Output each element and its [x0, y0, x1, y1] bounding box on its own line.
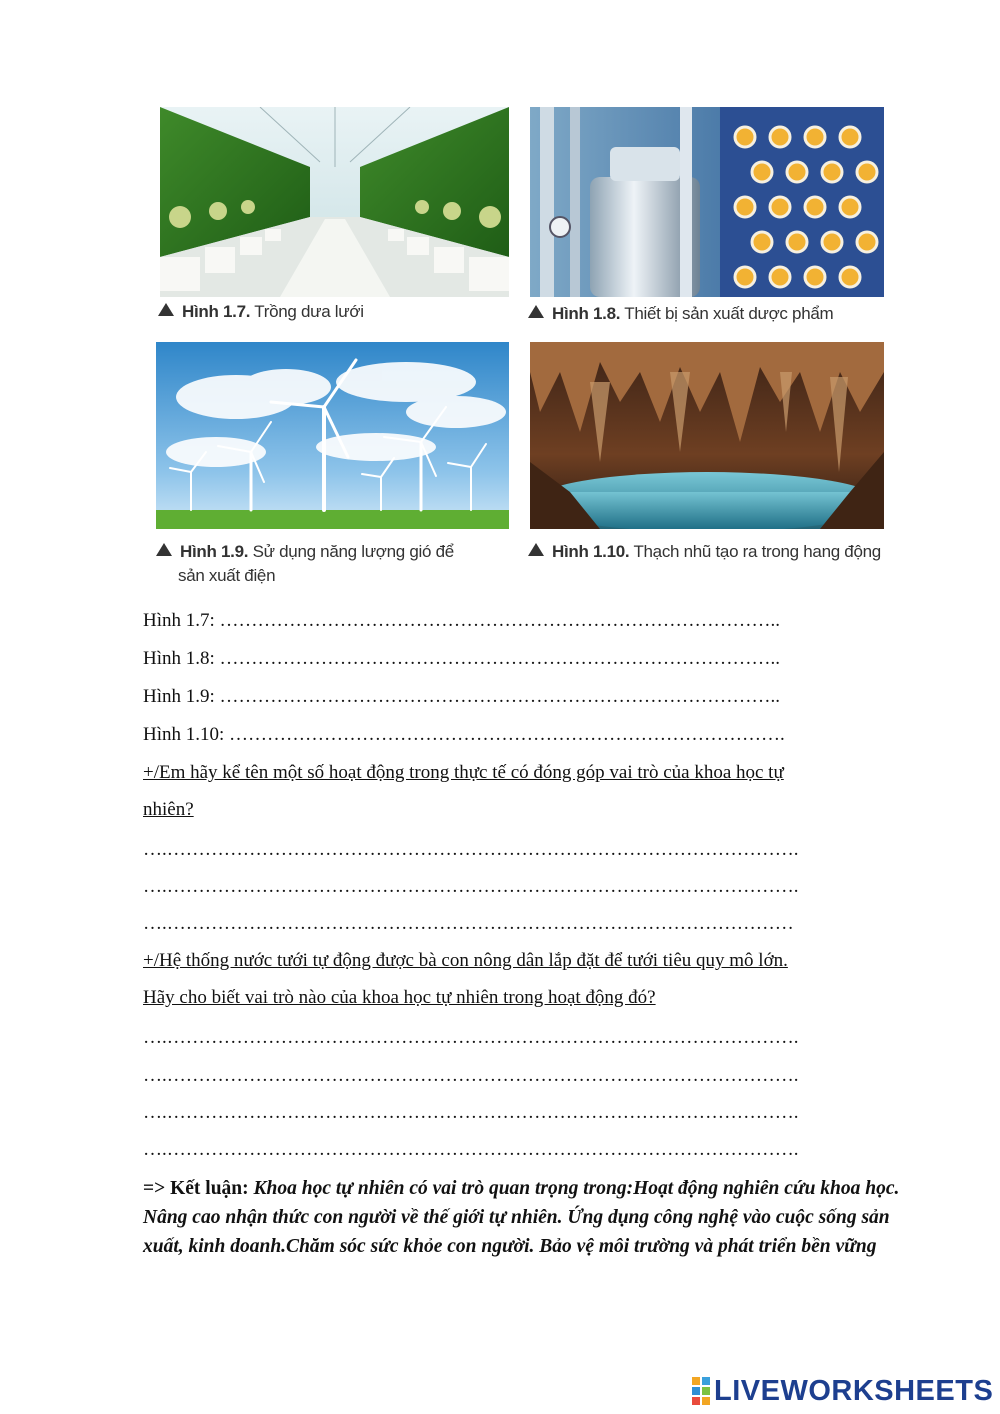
question-1-line-2: nhiên?: [143, 799, 194, 820]
question-1-answer-blank[interactable]: ….……………………………………………………………………………………….: [143, 839, 799, 860]
question-1-answer-blank[interactable]: ….……………………………………………………………………………………….: [143, 876, 799, 897]
triangle-icon: [156, 543, 172, 556]
wind-turbines-photo: [156, 342, 509, 529]
triangle-icon: [528, 543, 544, 556]
conclusion-label: => Kết luận:: [143, 1178, 249, 1199]
liveworksheets-logo-icon: [692, 1377, 710, 1405]
conclusion: [143, 1174, 908, 1261]
question-2-line-2: Hãy cho biết vai trò nào của khoa học tự nhiên trong hoạt động đó?: [143, 987, 656, 1008]
figure-caption-1-9: Hình 1.9. Sử dụng năng lượng gió để sản xuất điện: [156, 540, 454, 588]
brand-text: LIVEWORKSHEETS: [714, 1374, 994, 1407]
figure-caption-1-8: Hình 1.8. Thiết bị sản xuất dược phẩm: [528, 302, 833, 326]
figure-caption-1-7: Hình 1.7. Trồng dưa lưới: [158, 300, 364, 324]
liveworksheets-brand: [692, 1374, 993, 1408]
answer-line-1-8[interactable]: Hình 1.8: ……………………………………………………………………………..: [143, 648, 781, 669]
question-2-answer-blank[interactable]: ….……………………………………………………………………………………….: [143, 1102, 799, 1123]
melon-greenhouse-photo: [160, 107, 509, 297]
figure-grid: [152, 95, 904, 595]
answer-line-1-7[interactable]: Hình 1.7: ……………………………………………………………………………..: [143, 610, 781, 631]
question-2-line-1: +/Hệ thống nước tưới tự động được bà con nông dân lắp đặt để tưới tiêu quy mô lớn.: [143, 950, 788, 971]
answer-line-1-10[interactable]: Hình 1.10: …………………………………………………………………………….: [143, 724, 785, 745]
question-1-answer-blank[interactable]: ….………………………………………………………………………………………: [143, 913, 794, 934]
question-2-answer-blank[interactable]: ….……………………………………………………………………………………….: [143, 1065, 799, 1086]
question-2-answer-blank[interactable]: ….……………………………………………………………………………………….: [143, 1139, 799, 1160]
stalactite-cave-photo: [530, 342, 884, 529]
triangle-icon: [158, 303, 174, 316]
figure-caption-1-10: Hình 1.10. Thạch nhũ tạo ra trong hang động: [528, 540, 881, 564]
question-1-line-1: +/Em hãy kể tên một số hoạt động trong thực tế có đóng góp vai trò của khoa học tự: [143, 762, 784, 783]
conclusion-text: Khoa học tự nhiên có vai trò quan trọng trong:Hoạt động nghiên cứu khoa học. Nâng cao nhận thức con người về thế giới tự nhiên. Ứng dụng công nghệ vào cuộc sống sản xuất, kinh doanh.Chăm sóc sức khỏe con người. Bảo vệ môi trường và phát triển bền vững: [143, 1178, 900, 1257]
triangle-icon: [528, 305, 544, 318]
answer-line-1-9[interactable]: Hình 1.9: ……………………………………………………………………………..: [143, 686, 781, 707]
question-2-answer-blank[interactable]: ….……………………………………………………………………………………….: [143, 1027, 799, 1048]
pharmaceutical-equipment-photo: [530, 107, 884, 297]
